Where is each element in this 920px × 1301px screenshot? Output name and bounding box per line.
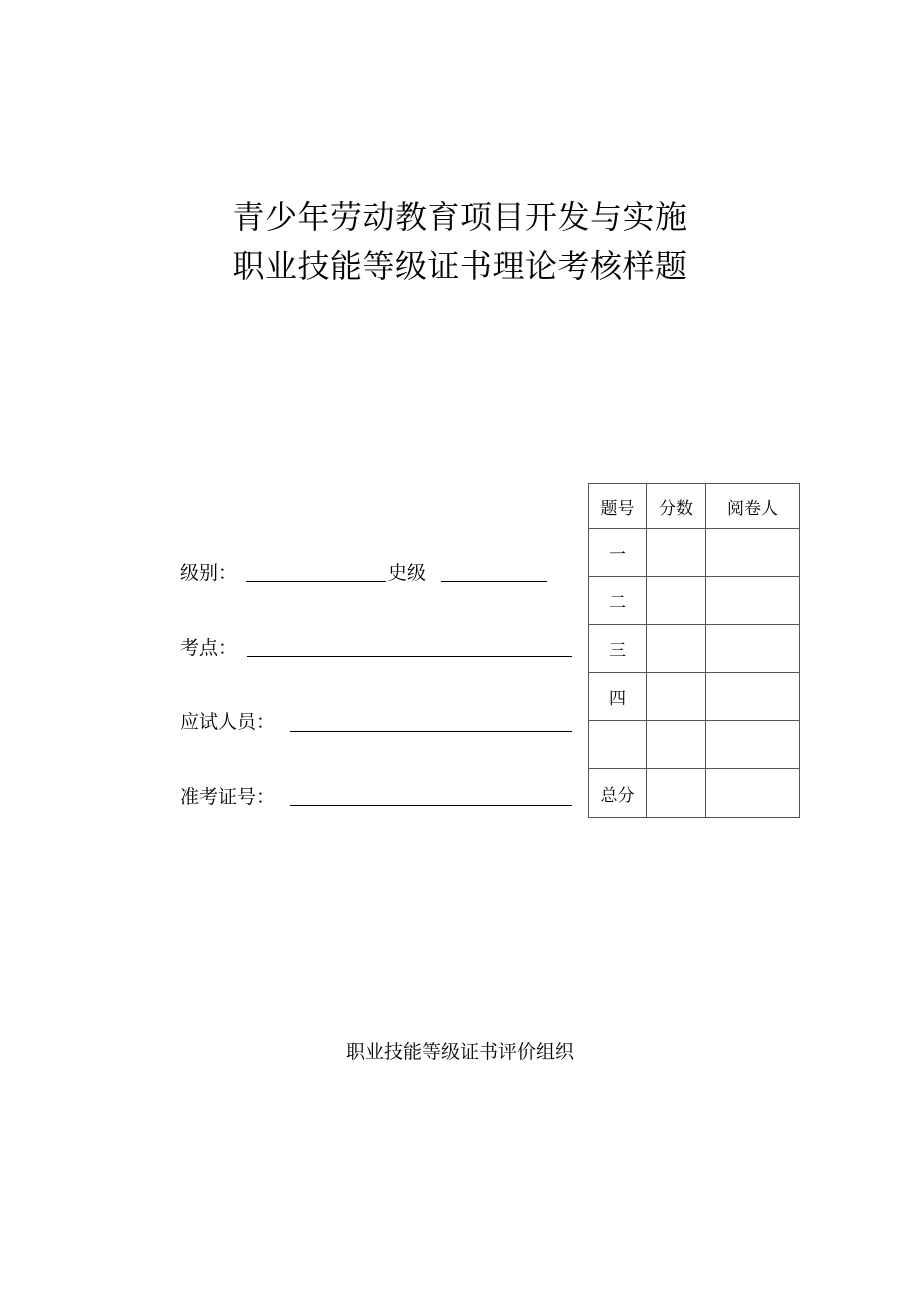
score-table [588, 483, 800, 818]
document-title-line-1: 青少年劳动教育项目开发与实施 [232, 198, 688, 236]
row-label: 三 [589, 625, 647, 673]
level-suffix: 史级 [388, 562, 427, 584]
score-cell[interactable] [647, 673, 706, 721]
score-table-row [589, 673, 800, 721]
row-label: 一 [589, 529, 647, 577]
score-table-row [589, 625, 800, 673]
ticket-number-blank[interactable] [290, 805, 572, 806]
exam-site-blank[interactable] [247, 656, 572, 657]
score-table-total-row [589, 769, 800, 818]
row-label: 四 [589, 673, 647, 721]
issuing-organization: 职业技能等级证书评价组织 [345, 1041, 574, 1063]
level-grade-blank[interactable] [441, 581, 547, 582]
score-cell[interactable] [647, 721, 706, 769]
score-cell[interactable] [647, 625, 706, 673]
grader-cell[interactable] [706, 673, 800, 721]
ticket-number-label: 准考证号： [180, 786, 276, 808]
grader-cell[interactable] [706, 529, 800, 577]
header-question-no: 题号 [589, 484, 647, 529]
exam-site-label: 考点： [180, 637, 238, 659]
score-table-row [589, 721, 800, 769]
row-label [589, 721, 647, 769]
header-grader: 阅卷人 [706, 484, 800, 529]
row-label: 二 [589, 577, 647, 625]
level-blank[interactable] [246, 581, 386, 582]
header-score: 分数 [647, 484, 706, 529]
grader-cell[interactable] [706, 577, 800, 625]
total-grader-cell[interactable] [706, 769, 800, 818]
score-table-header-row [589, 484, 800, 529]
score-table-row [589, 577, 800, 625]
grader-cell[interactable] [706, 625, 800, 673]
score-cell[interactable] [647, 577, 706, 625]
grader-cell[interactable] [706, 721, 800, 769]
score-table-row [589, 529, 800, 577]
level-label: 级别： [180, 562, 238, 584]
candidate-label: 应试人员： [180, 711, 276, 733]
total-label: 总分 [589, 769, 647, 818]
total-score-cell[interactable] [647, 769, 706, 818]
score-cell[interactable] [647, 529, 706, 577]
candidate-blank[interactable] [290, 731, 572, 732]
document-title-line-2: 职业技能等级证书理论考核样题 [232, 247, 688, 285]
